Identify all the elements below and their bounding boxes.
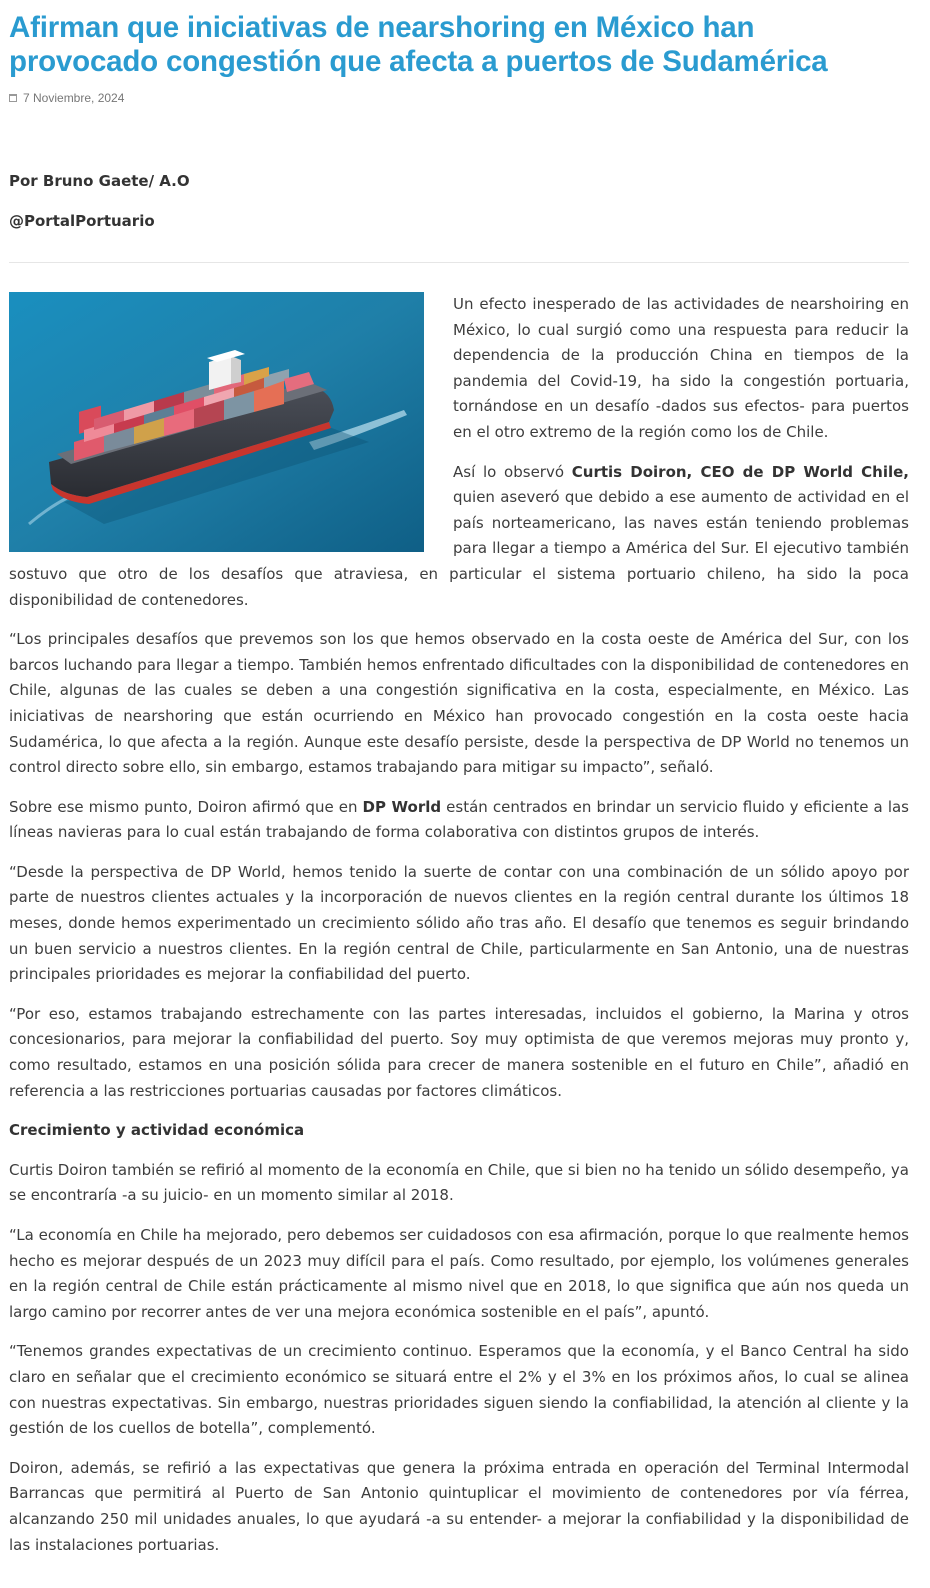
paragraph-3: “Los principales desafíos que prevemos son los que hemos observado en la costa oeste de América del Sur, con los barcos luchando para llegar a tiempo. También hemos enfrentado dificultades con la disponibilidad de contenedores en Chile, algunas de las cuales se deben a una congestión significativa en la costa, especialmente, en México. Las iniciativas de nearshoring que están ocurriendo en México han provocado congestión en la costa oeste hacia Sudamérica, lo que afecta a la región. Aunque este desafío persiste, desde la perspectiva de DP World no tenemos un control directo sobre ello, sin embargo, estamos trabajando para mitigar su impacto”, señaló. [9, 630, 909, 777]
paragraph-4 [9, 795, 909, 846]
article-title: Afirman que iniciativas de nearshoring en México han provocado congestión que afecta a puertos de Sudamérica [9, 11, 828, 78]
article-page [9, 0, 909, 1554]
divider [9, 262, 909, 263]
paragraph-4-text-post: están centrados en brindar un servicio fluido y eficiente a las líneas navieras para lo cual están trabajando de forma colaborativa con distintos grupos de interés. [9, 797, 909, 842]
paragraph-4-bold: DP World [362, 797, 442, 816]
paragraph-10: Doiron, además, se refirió a las expectativas que genera la próxima entrada en operación del Terminal Intermodal Barrancas que permitirá al Puerto de San Antonio quintuplicar el movimiento de contenedores por vía férrea, alcanzando 250 mil unidades anuales, lo que ayudará -a su entender- a mejorar la confiabilidad y la disponibilidad de las instalaciones portuarias. [9, 1458, 909, 1554]
paragraph-6: “Por eso, estamos trabajando estrechamente con las partes interesadas, incluidos el gobierno, la Marina y otros concesionarios, para mejorar la confiabilidad del puerto. Soy muy optimista de que veremos mejoras muy pronto y, como resultado, estamos en una posición sólida para crecer de manera sostenible en el futuro en Chile”, añadió en referencia a las restricciones portuarias causadas por factores climáticos. [9, 1004, 909, 1100]
paragraph-1: Un efecto inesperado de las actividades de nearshoiring en México, lo cual surgió como una respuesta para reducir la dependencia de la producción China en tiempos de la pandemia del Covid-19, ha sido la congestión portuaria, tornándose en un desafío -dados sus efectos- para puertos en el otro extremo de la región como los de Chile. [453, 295, 909, 441]
section-subheading: Crecimiento y actividad económica [9, 1121, 305, 1140]
paragraph-8: “La economía en Chile ha mejorado, pero debemos ser cuidadosos con esa afirmación, porque lo que realmente hemos hecho es mejorar después de un 2023 muy difícil para el país. Como resultado, por ejemplo, los volúmenes generales en la región central de Chile están prácticamente al mismo nivel que en 2018, lo que significa que aún nos queda un largo camino por recorrer antes de ver una mejora económica sostenible en el país”, apuntó. [9, 1226, 909, 1321]
paragraph-5: “Desde la perspectiva de DP World, hemos tenido la suerte de contar con una combinación de un sólido apoyo por parte de nuestros clientes actuales y la incorporación de nuevos clientes en la región central durante los últimos 18 meses, donde hemos experimentado un crecimiento sólido año tras año. El desafío que tenemos es seguir brindando un buen servicio a nuestros clientes. En la región central de Chile, particularmente en San Antonio, una de nuestras principales prioridades es mejorar la confiabilidad del puerto. [9, 862, 909, 984]
cargo-ship-image [9, 292, 424, 552]
paragraph-9: “Tenemos grandes expectativas de un crecimiento continuo. Esperamos que la economía, y el Banco Central ha sido claro en señalar que el crecimiento económico se situará entre el 2% y el 3% en los próximos años, lo cual se alinea con nuestras expectativas. Sin embargo, nuestras prioridades siguen siendo la confiabilidad, la atención al cliente y la gestión de los cuellos de botella”, complementó. [9, 1342, 909, 1438]
article-body [9, 292, 909, 1572]
paragraph-2-text-post: quien aseveró que debido a ese aumento de actividad en el país norteamericano, las naves están teniendo problemas para llegar a tiempo a América del Sur. El ejecutivo también sostuvo que otro de los desafíos que atraviesa, en particular el sistema portuario chileno, ha sido la poca disponibilidad de contenedores. [9, 488, 909, 609]
date-text: 7 Noviembre, 2024 [23, 91, 125, 105]
paragraph-7: Curtis Doiron también se refirió al momento de la economía en Chile, que si bien no ha tenido un sólido desempeño, ya se encontraría -a su juicio- en un momento similar al 2018. [9, 1160, 909, 1205]
calendar-icon [9, 94, 17, 102]
paragraph-2-bold: Curtis Doiron, CEO de DP World Chile, [571, 462, 909, 481]
paragraph-2-text-pre: Así lo observó [453, 462, 572, 481]
article-date [9, 91, 909, 105]
author-handle: @PortalPortuario [9, 212, 155, 230]
paragraph-4-text-pre: Sobre ese mismo punto, Doiron afirmó que en [9, 797, 363, 816]
author-byline: Por Bruno Gaete/ A.O [9, 172, 190, 190]
